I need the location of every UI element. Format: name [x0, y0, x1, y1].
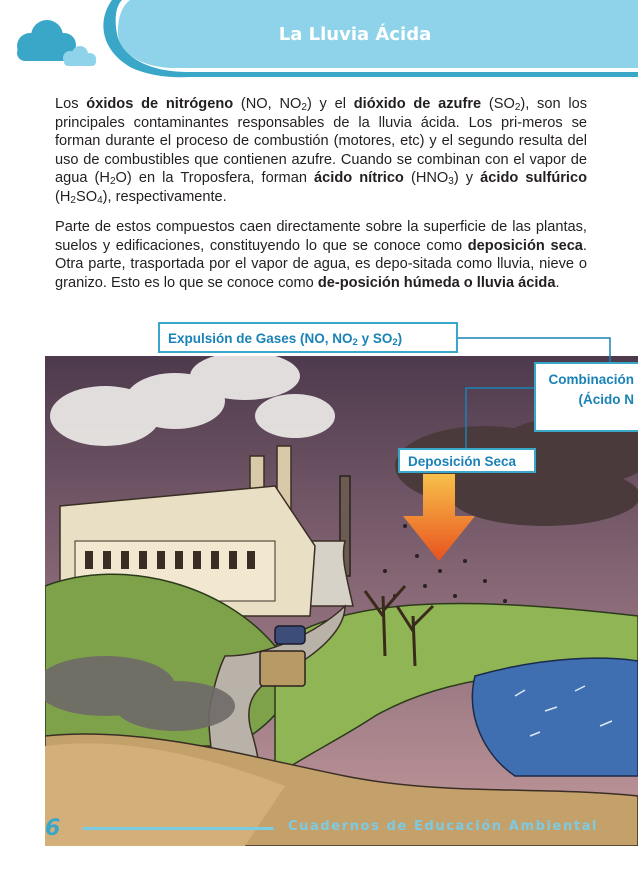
series-title: Cuadernos de Educación Ambiental [288, 819, 599, 834]
page-number: 6 [45, 816, 61, 841]
paragraph-deposition: Parte de estos compuestos caen directamente sobre la superficie de las plantas, suelos y edificaciones, constituyendo lo que se conoce como deposición seca. Otra parte, trasportada por el vapor de agua, es depo-sitada como lluvia, nieve o granizo. Esto es lo que se conoce como de-posición húmeda o lluvia ácida. [55, 219, 587, 291]
footer-divider [82, 827, 274, 830]
page-title: La Lluvia Ácida [278, 24, 432, 45]
label-gases-expulsion: Expulsión de Gases (NO, $NO_2$ y $SO_2$) [158, 322, 458, 353]
label-combinacion: Combinación (Ácido N [534, 362, 638, 432]
paragraph-intro: Los óxidos de nitrógeno (NO, $NO_2$) y el dióxido de azufre $(SO_2)$, son los principales contaminantes responsables de la lluvia ácida. Los pri-meros se forman durante el proceso de combustión (motores, etc) y el segundo resulta del uso de combustibles que contienen azufre. Cuando se combinan con el vapor de agua $(H_2O)$ en la Troposfera, forman ácido nítrico $(HNO_3)$ y ácido sulfúrico $(H_2SO_4)$, respectivamente. [55, 96, 588, 206]
label-deposicion-seca: Deposición Seca [398, 448, 536, 473]
